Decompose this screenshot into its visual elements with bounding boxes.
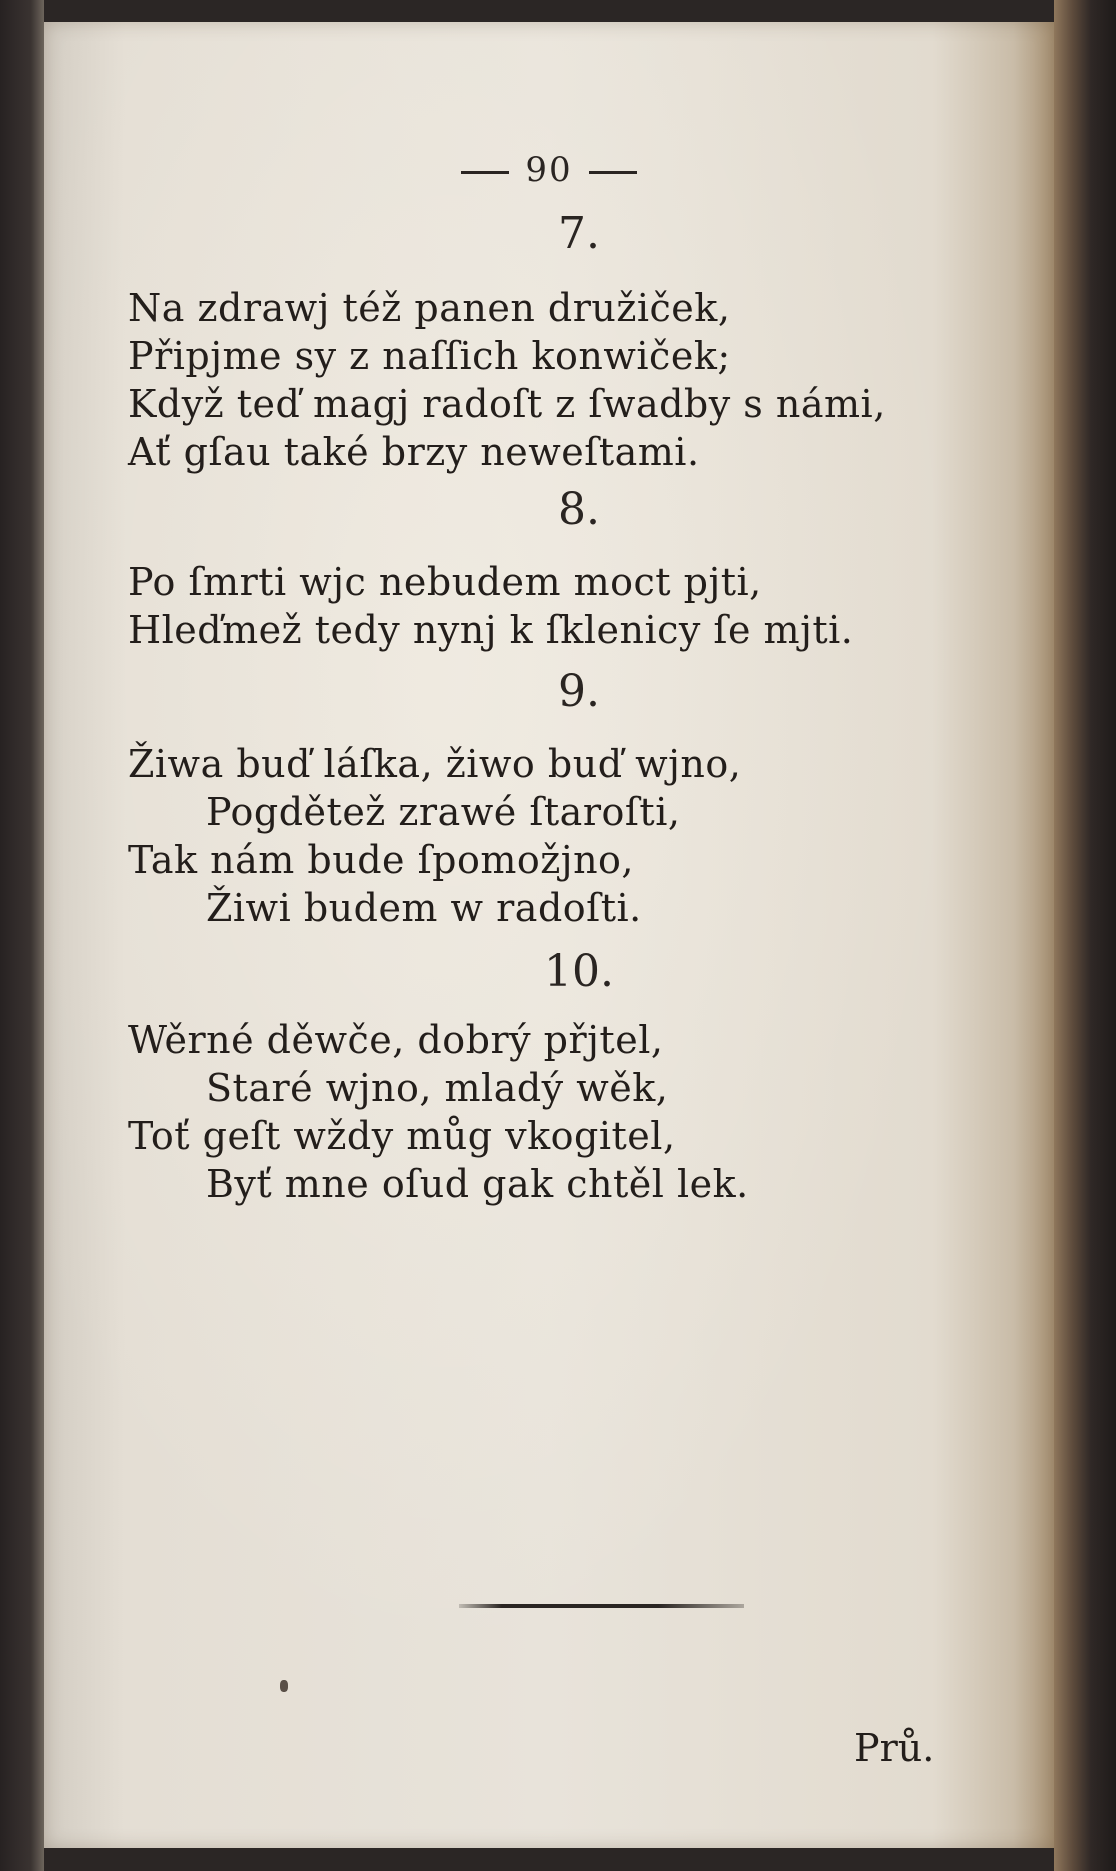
stanza-number: 9. [558, 666, 600, 717]
book-gutter [1054, 0, 1116, 1871]
stanza [128, 284, 1008, 476]
verse-line: Staré wjno, mladý wěk, [206, 1066, 669, 1110]
verse-line: Tak nám bude ſpomožjno, [128, 838, 635, 882]
stanza-number: 10. [544, 946, 614, 997]
header-dash-right [589, 171, 637, 174]
verse-line: Hleďmež tedy nynj k ſklenicy ſe mjti. [128, 608, 854, 652]
page-header [44, 150, 1054, 190]
catchword: Prů. [854, 1726, 935, 1770]
verse-line: Byť mne oſud gak chtěl lek. [206, 1162, 749, 1206]
left-page-edge [0, 0, 44, 1871]
stanza [128, 740, 1008, 932]
stanza [128, 558, 1008, 654]
verse-line: Na zdrawj též panen družiček, [128, 286, 731, 330]
verse-line: Ať gſau také brzy neweſtami. [128, 430, 700, 474]
book-page [44, 22, 1054, 1848]
verse-line: Wěrné děwče, dobrý přjtel, [128, 1018, 664, 1062]
verse-line: Připjme sy z naſſich konwiček; [128, 334, 731, 378]
header-dash-left [461, 171, 509, 174]
verse-line: Po ſmrti wjc nebudem moct pjti, [128, 560, 762, 604]
ink-speck [280, 1680, 288, 1692]
page-number: 90 [525, 150, 573, 190]
stanza [128, 1016, 1008, 1208]
verse-line: Když teď magj radoſt z ſwadby s námi, [128, 382, 886, 426]
end-rule [459, 1604, 744, 1608]
verse-line: Žiwa buď láſka, žiwo buď wjno, [128, 742, 742, 786]
verse-line: Toť geſt wždy můg vkogitel, [128, 1114, 676, 1158]
verse-line: Žiwi budem w radoſti. [206, 886, 642, 930]
verse-line: Pogdětež zrawé ſtaroſti, [206, 790, 681, 834]
stanza-number: 8. [558, 484, 600, 535]
stanza-number: 7. [558, 208, 600, 259]
